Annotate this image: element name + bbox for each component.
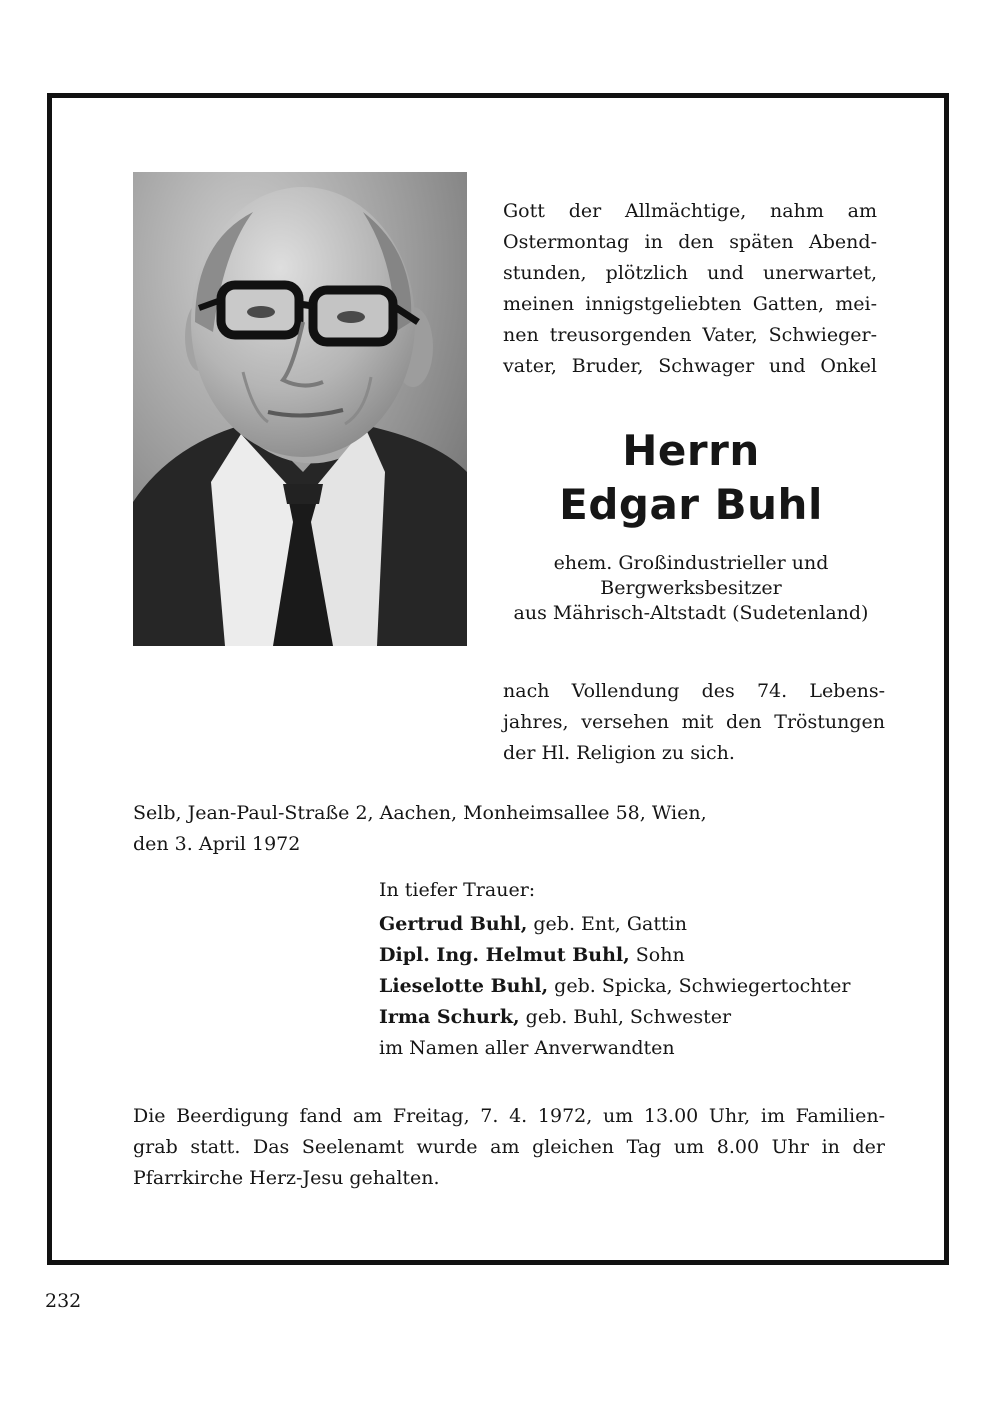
- mourner-detail: geb. Buhl, Schwester: [519, 1006, 732, 1028]
- mourners-closing: im Namen aller Anverwandten: [379, 1037, 675, 1059]
- mourner-entry: [379, 940, 851, 971]
- text-line: Ostermontag in den späten Abend-: [503, 231, 877, 253]
- mourner-entry: [379, 971, 851, 1002]
- mourners-heading: In tiefer Trauer:: [379, 879, 536, 901]
- deceased-name: [503, 424, 879, 532]
- obituary-notice: [47, 93, 949, 1265]
- text-line: jahres, versehen mit den Tröstungen: [503, 711, 885, 733]
- text-line: Die Beerdigung fand am Freitag, 7. 4. 1972, um 13.00 Uhr, im Familien-: [133, 1105, 885, 1127]
- opening-text: [503, 196, 877, 382]
- title-line: ehem. Großindustrieller und: [553, 552, 829, 574]
- text-line: nach Vollendung des 74. Lebens-: [503, 680, 885, 702]
- name-full: Edgar Buhl: [559, 480, 823, 529]
- text-line: Gott der Allmächtige, nahm am: [503, 200, 877, 222]
- text-line: grab statt. Das Seelenamt wurde am gleichen Tag um 8.00 Uhr in der: [133, 1136, 885, 1158]
- closing-text: [503, 676, 885, 769]
- date-line: den 3. April 1972: [133, 833, 301, 855]
- funeral-info: [133, 1101, 885, 1194]
- mourner-detail: geb. Ent, Gattin: [527, 913, 687, 935]
- text-line: Pfarrkirche Herz-Jesu gehalten.: [133, 1167, 440, 1189]
- mourner-name: Dipl. Ing. Helmut Buhl,: [379, 944, 630, 966]
- title-line: Bergwerksbesitzer: [600, 577, 782, 599]
- text-line: stunden, plötzlich und unerwartet,: [503, 262, 877, 284]
- mourner-entry: [379, 1002, 851, 1033]
- text-line: nen treusorgenden Vater, Schwieger-: [503, 324, 877, 346]
- mourners-list: [379, 875, 851, 1064]
- place-line: Selb, Jean-Paul-Straße 2, Aachen, Monheimsallee 58, Wien,: [133, 802, 707, 824]
- mourner-detail: geb. Spicka, Schwiegertochter: [548, 975, 851, 997]
- title-line: aus Mährisch-Altstadt (Sudetenland): [513, 602, 869, 624]
- mourner-detail: Sohn: [629, 944, 685, 966]
- mourner-name: Gertrud Buhl,: [379, 913, 528, 935]
- text-line: der Hl. Religion zu sich.: [503, 742, 735, 764]
- place-date: [133, 798, 753, 860]
- name-salutation: Herrn: [622, 426, 760, 475]
- mourner-name: Irma Schurk,: [379, 1006, 520, 1028]
- mourner-entry: [379, 909, 851, 940]
- text-line: vater, Bruder, Schwager und Onkel: [503, 355, 877, 377]
- portrait-photo: [133, 172, 467, 646]
- page-number: 232: [45, 1290, 82, 1312]
- portrait-image: [133, 172, 467, 646]
- text-line: meinen innigstgeliebten Gatten, mei-: [503, 293, 877, 315]
- deceased-title: [503, 551, 879, 626]
- mourner-name: Lieselotte Buhl,: [379, 975, 549, 997]
